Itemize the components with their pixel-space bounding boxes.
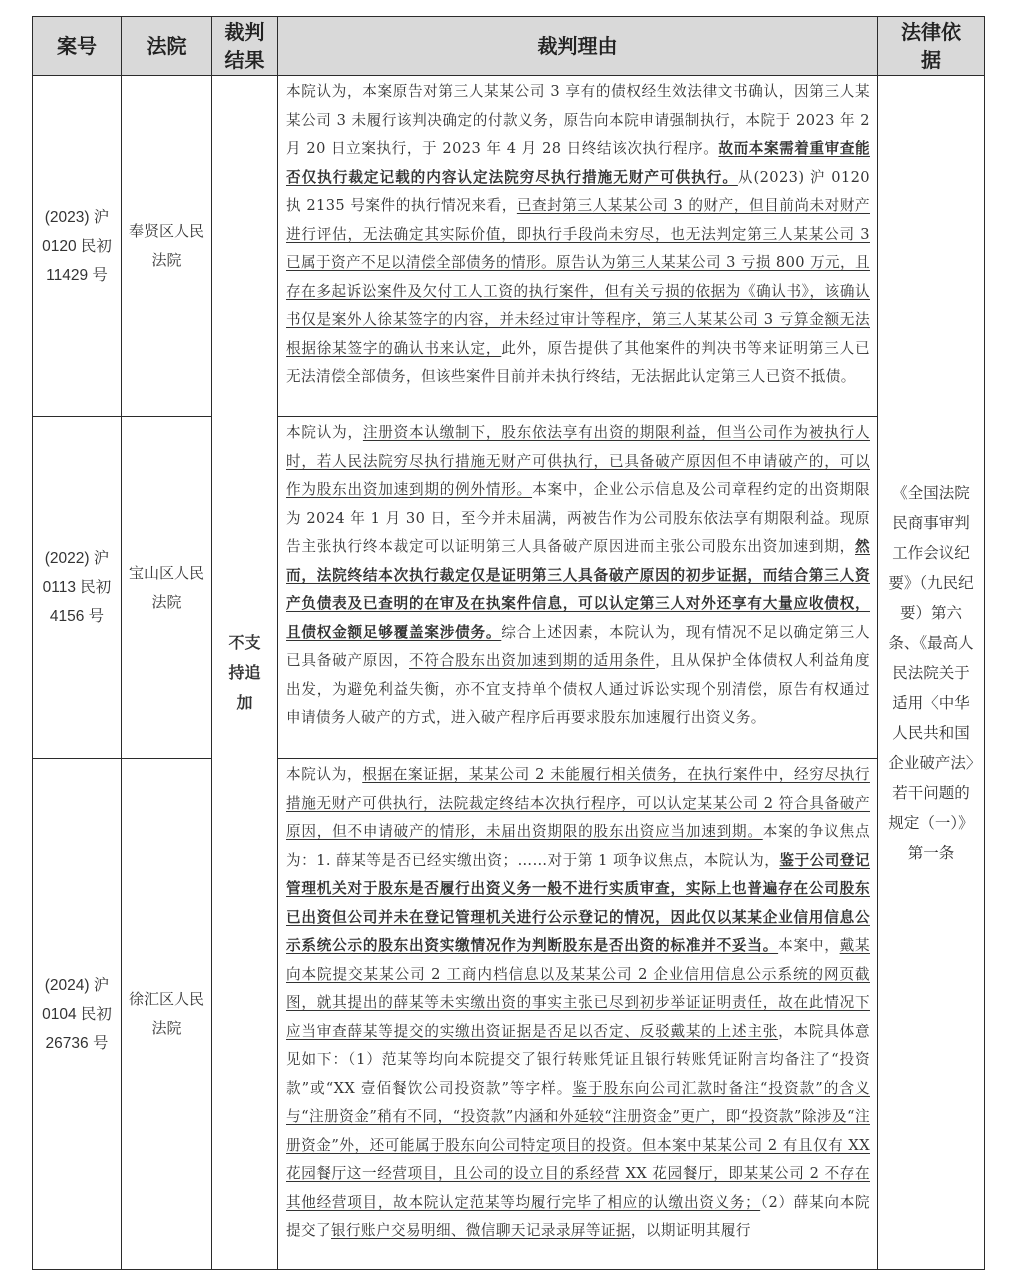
reason-segment: 本院认为，本案原告对第三人某某公司 3 享有的债权经生效法律文书确认，因第三人某某公司 3 未履行该判决确定的付款义务，原告向本院申请强制执行，本院于 2023 年 2 月 20 日立案执行，于 2023 年 4 月 28 日终结该次执行程序。 (286, 83, 870, 157)
case-number: (2022) 沪 0113 民初 4156 号 (33, 417, 122, 759)
header-result-line2: 结果 (224, 48, 265, 72)
reason-segment: 从(2023) 沪 0120 执 2135 号案件的执行情况来看， (286, 168, 870, 214)
reason-segment: 银行账户交易明细、微信聊天记录录屏等证据 (330, 1222, 631, 1239)
reason-segment: 鉴于股东向公司汇款时备注“投资款”的含义与“注册资金”稍有不同，“投资款”内涵和外延较“注册资金”更广，即“投资款”除涉及“注册资金”外，还可能属于股东向公司特定项目的投资。但本案中某某公司 2 有且仅有 XX 花园餐厅这一经营项目，且公司的设立目的系经营 XX 花园餐厅，即某某公司 2 不存在其他经营项目，故本院认定范某等均履行完毕了相应的认缴出资义务； (286, 1079, 870, 1211)
header-basis (878, 17, 985, 76)
judgment-reasons (278, 759, 878, 1270)
judgment-reasons (278, 76, 878, 417)
header-basis-line2: 据 (921, 48, 941, 72)
reason-segment: 此外，原告提供了其他案件的判决书等来证明第三人已无法清偿全部债务，但该些案件目前并未执行终结，无法据此认定第三人已资不抵债。 (286, 339, 870, 385)
reason-segment: ，本院具体意见如下：（1）范某等均向本院提交了银行转账凭证且银行转账凭证附言均备注了“投资款”或“XX 壹佰餐饮公司投资款”等字样。 (286, 1022, 870, 1097)
reasons-text (286, 419, 870, 733)
judgment-reasons (278, 417, 878, 759)
header-court: 法院 (122, 17, 212, 76)
table-header-row (33, 17, 985, 76)
court-name: 奉贤区人民法院 (122, 76, 212, 417)
reason-segment: ，且从保护全体债权人利益角度出发，为避免利益失衡，亦不宜支持单个债权人通过诉讼实现个别清偿，原告有权通过申请债务人破产的方式，进入破产程序后再要求股东加速履行出资义务。 (286, 652, 870, 726)
judgment-table-page (32, 16, 984, 1270)
header-case-no: 案号 (33, 17, 122, 76)
reason-segment: 故而本案需着重审查能否仅执行裁定记载的内容认定法院穷尽执行措施无财产可供执行。 (286, 140, 870, 186)
court-name: 徐汇区人民法院 (122, 759, 212, 1270)
reason-segment: 根据在案证据，某某公司 2 未能履行相关债务，在执行案件中，经穷尽执行措施无财产可供执行，法院裁定终结本次执行程序，可以认定某某公司 2 符合具备破产原因，但不申请破产的情形，未届出资期限的股东出资应当加速到期。 (286, 766, 870, 840)
reason-segment: 注册资本认缴制下，股东依法享有出资的期限利益，但当公司作为被执行人时，若人民法院穷尽执行措施无财产可供执行，已具备破产原因但不申请破产的，可以作为股东出资加速到期的例外情形。 (286, 424, 870, 498)
reason-segment: 已查封第三人某某公司 3 的财产，但目前尚未对财产进行评估，无法确定其实际价值，即执行手段尚未穷尽，也无法判定第三人某某公司 3 已属于资产不足以清偿全部债务的情形。原告认为第三人某某公司 3 亏损 800 万元，且存在多起诉讼案件及欠付工人工资的执行案件，但有关亏损的依据为《确认书》，该确认书仅是案外人徐某签字的内容，并未经过审计等程序，第三人某某公司 3 亏算金额无法根据徐某签字的确认书来认定， (286, 197, 870, 357)
reasons-text (286, 761, 870, 1246)
reason-segment: 本案中，企业公示信息及公司章程约定的出资期限为 2024 年 1 月 30 日，至今并未届满，两被告作为公司股东依法享有期限利益。现原告主张执行终本裁定可以证明第三人具备破产原因进而主张公司股东出资加速到期， (286, 481, 870, 555)
reason-segment: 戴某向本院提交某某公司 2 工商内档信息以及某某公司 2 企业信用信息公示系统的网页截图，就其提出的薛某等未实缴出资的事实主张已尽到初步举证证明责任，故在此情况下应当审查薛某等提交的实缴出资证据是否足以否定、反驳戴某的上述主张 (286, 937, 870, 1040)
reason-segment: 本院认为， (286, 424, 363, 441)
court-name: 宝山区人民法院 (122, 417, 212, 759)
reason-segment: 鉴于公司登记管理机关对于股东是否履行出资义务一般不进行实质审查，实际上也普遍存在公司股东已出资但公司并未在登记管理机关进行公示登记的情况，因此仅以某某企业信用信息公示系统公示的股东出资实缴情况作为判断股东是否出资的标准并不妥当。 (286, 851, 870, 954)
legal-basis: 《全国法院民商事审判工作会议纪要》（九民纪要）第六条、《最高人民法院关于适用〈中华人民共和国企业破产法〉若干问题的规定（一）》第一条 (878, 76, 985, 1270)
reason-segment: 本案的争议焦点为：1. 薛某等是否已经实缴出资；……对于第 1 项争议焦点，本院认为， (286, 823, 870, 869)
table-row (33, 759, 985, 1270)
reason-segment: 综合上述因素，本院认为，现有情况不足以确定第三人已具备破产原因， (286, 623, 870, 669)
judgment-table (32, 16, 985, 1270)
reason-segment: ，以期证明其履行 (630, 1222, 751, 1239)
reasons-text (286, 78, 870, 392)
reason-segment: （2）薛某向本院提交了 (286, 1193, 870, 1239)
reason-segment: 本案中， (778, 937, 840, 954)
case-number: (2024) 沪 0104 民初 26736 号 (33, 759, 122, 1270)
header-result (212, 17, 278, 76)
header-result-line1: 裁判 (224, 20, 265, 44)
reason-segment: 然而，法院终结本次执行裁定仅是证明第三人具备破产原因的初步证据，而结合第三人资产负债表及已查明的在审及在执案件信息，可以认定第三人对外还享有大量应收债权，且债权金额足够覆盖案涉债务。 (286, 538, 870, 641)
header-basis-line1: 法律依 (901, 20, 961, 44)
reason-segment: 本院认为， (286, 766, 363, 783)
table-row (33, 76, 985, 417)
case-number: (2023) 沪 0120 民初 11429 号 (33, 76, 122, 417)
reason-segment: 不符合股东出资加速到期的适用条件 (409, 652, 656, 669)
judgment-result: 不支持追加 (212, 76, 278, 1270)
table-row (33, 417, 985, 759)
header-reasons: 裁判理由 (278, 17, 878, 76)
